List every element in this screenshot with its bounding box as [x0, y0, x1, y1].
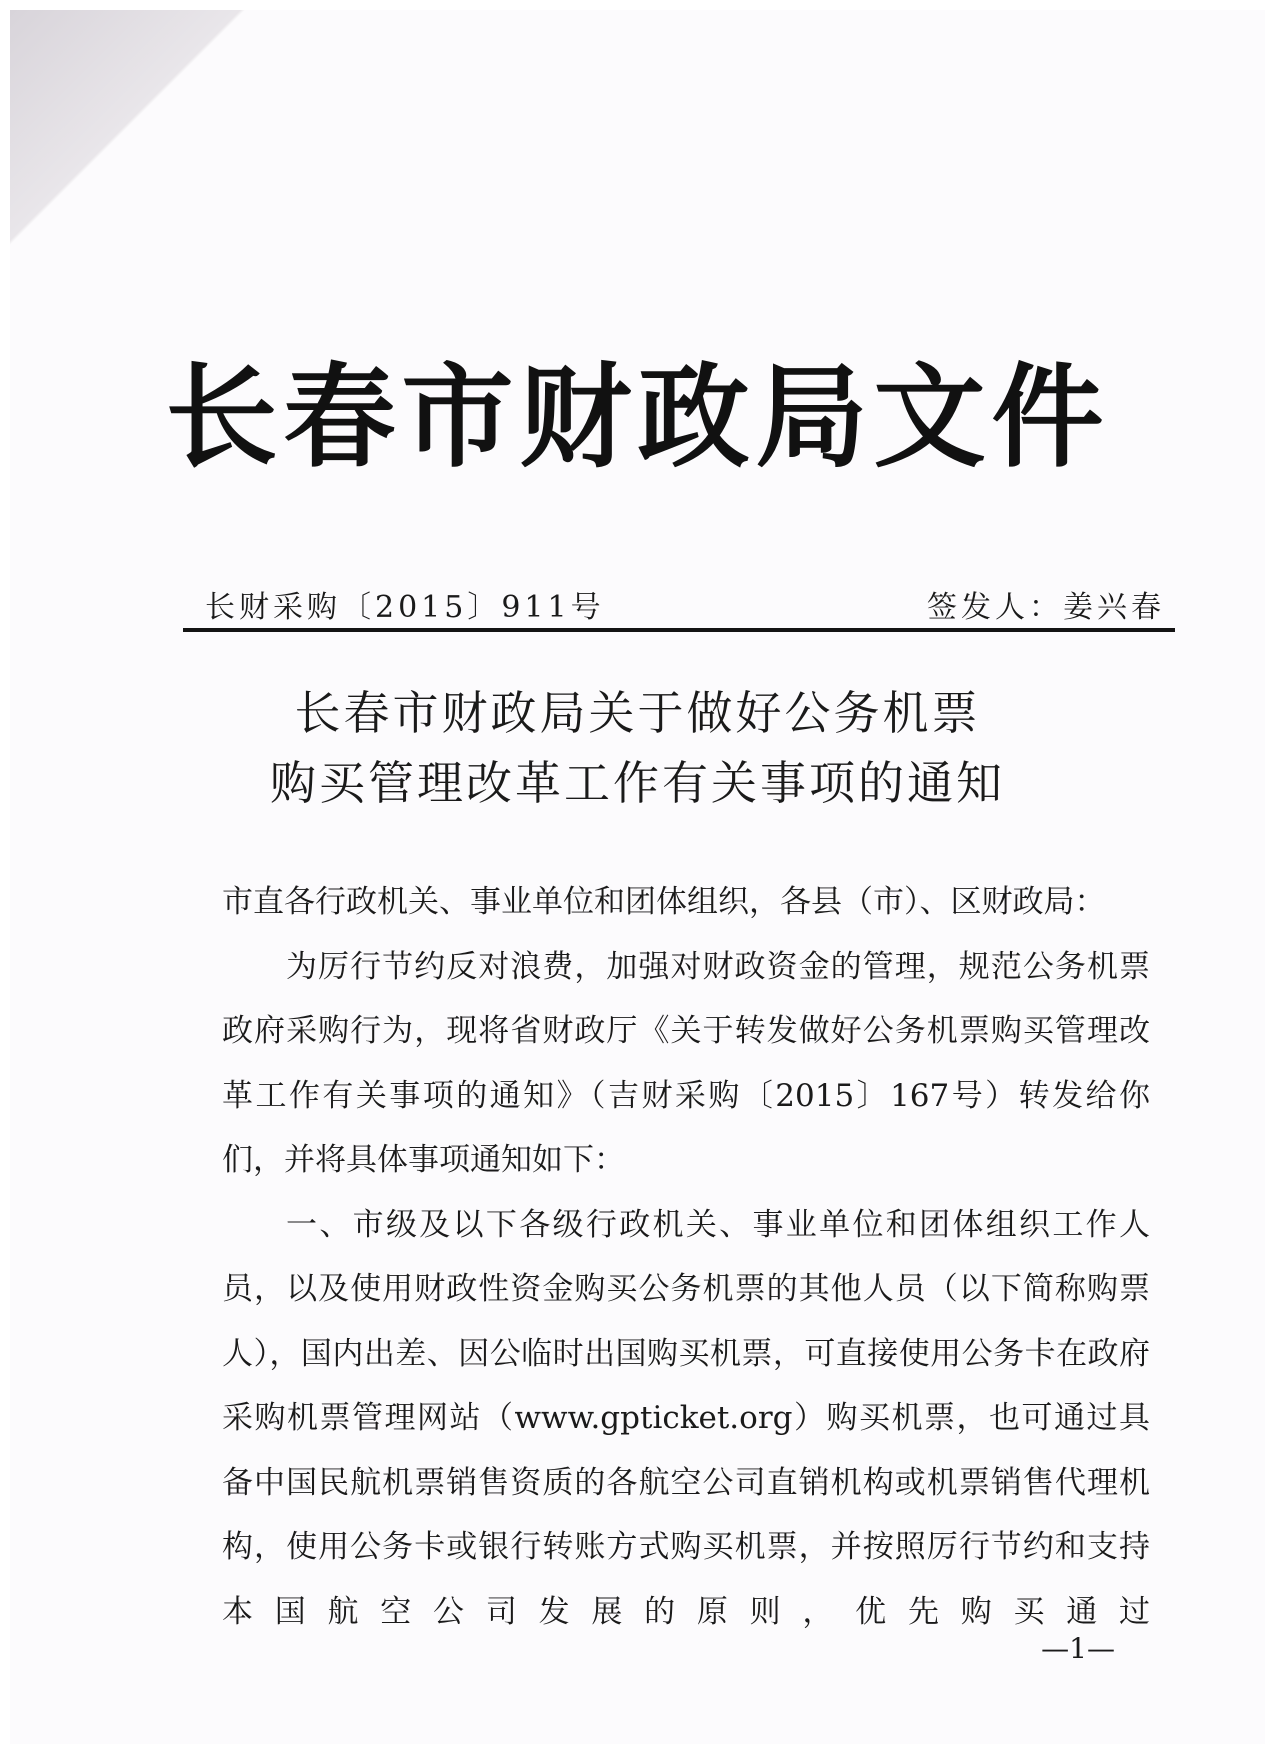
doc-number: 长财采购〔2015〕911号 — [205, 590, 605, 625]
title-line-2: 购买管理改革工作有关事项的通知 — [270, 756, 1005, 810]
folded-corner-edge — [10, 10, 250, 250]
masthead: 长春市财政局文件 — [165, 353, 1110, 483]
doc-meta-row — [205, 582, 1165, 626]
issuer: 签发人：姜兴春 — [927, 590, 1165, 625]
title-line-1: 长春市财政局关于做好公务机票 — [294, 686, 981, 740]
page-number: —1— — [1041, 1632, 1115, 1665]
paragraph-2: 一、市级及以下各级行政机关、事业单位和团体组织工作人员，以及使用财政性资金购买公务机票的其他人员（以下简称购票人），国内出差、因公临时出国购买机票，可直接使用公务卡在政府采购机票管理网站（www.gpticket.org）购买机票，也可通过具备中国民航机票销售资质的各航空公司直销机构或机票销售代理机构，使用公务卡或银行转账方式购买机票，并按照厉行节约和支持本国航空公司发展的原则，优先购买通过 — [222, 1206, 1150, 1630]
header-rule — [183, 628, 1175, 632]
document-body — [222, 870, 1150, 1644]
addressee: 市直各行政机关、事业单位和团体组织，各县（市）、区财政局： — [222, 884, 1106, 920]
document-title — [10, 678, 1265, 818]
document-page — [10, 10, 1265, 1744]
paragraph-1: 为厉行节约反对浪费，加强对财政资金的管理，规范公务机票政府采购行为，现将省财政厅《关于转发做好公务机票购买管理改革工作有关事项的通知》（吉财采购〔2015〕167号）转发给你们，并将具体事项通知如下： — [222, 948, 1150, 1178]
